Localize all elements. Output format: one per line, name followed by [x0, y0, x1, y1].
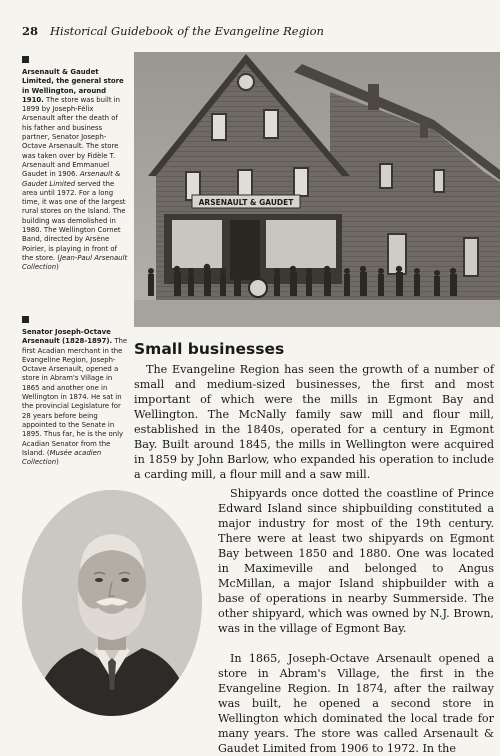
caption-company-name: Arsenault & Gaudet Limited: [22, 170, 121, 188]
caption-close: ): [56, 458, 59, 467]
caption-credit: Jean-Paul Arsenault Collection: [22, 253, 128, 272]
senator-portrait-caption: [22, 316, 128, 467]
body-paragraph-shipyards: Shipyards once dotted the coastline of Prince Edward Island since shipbuilding constituted a major industry for most of the 19th century. There were at least two shipyards on Egmont Bay between 1850 and 1880. One was located in Maximeville and belonged to Angus McMillan, a major Island shipbuilder with a base of operations in nearby Summerside. The other shipyard, which was owned by N.J. Brown, was in the village of Egmont Bay.: [218, 487, 494, 636]
caption-bullet-icon: [22, 316, 29, 323]
store-photo-caption: [22, 56, 128, 273]
general-store-illustration: [134, 52, 500, 327]
section-heading: Small businesses: [134, 340, 285, 358]
caption-close: ): [56, 263, 59, 272]
caption-text: The store was built in 1899 by Joseph-Félix Arsenault after the death of his father and business partner, Senator Joseph-Octave Arsenault. The store was taken over by Fidèle T. Arsenault and Emmanuel Gaudet in 1906.: [22, 95, 120, 179]
caption-text: served the area until 1972. For a long time, it was one of the largest rural stores on the Island. The building was demolished in 1980. The Wellington Cornet Band, directed by Arsène Poirier, is playing in front of the store. (: [22, 179, 126, 262]
general-store-photo: [134, 52, 500, 327]
senator-portrait-photo: [22, 490, 202, 716]
caption-bullet-icon: [22, 56, 29, 63]
caption-text: The first Acadian merchant in the Evangeline Region, Joseph-Octave Arsenault, opened a store in Abram's Village in 1865 and another one in Wellington in 1874. He sat in the provincial Legislature for 28 years before being appointed to the Senate in 1895. Thus far, he is the only Acadian Senator from the Island. (: [22, 337, 128, 457]
book-title: Historical Guidebook of the Evangeline Region: [50, 24, 324, 38]
caption-title: Arsenault & Gaudet Limited, the general store in Wellington, around 1910.: [22, 68, 124, 104]
senator-portrait-illustration: [22, 490, 202, 716]
body-paragraph-stores: In 1865, Joseph-Octave Arsenault opened a store in Abram's Village, the first in the Evangeline Region. In 1874, after the railway was built, he opened a second store in Wellington which dominated the local trade for many years. The store was called Arsenault & Gaudet Limited from 1906 to 1972. In the: [218, 652, 494, 756]
page-header: [22, 24, 324, 38]
caption-credit: Musée acadien Collection: [22, 448, 102, 467]
page-number: 28: [22, 24, 39, 38]
body-paragraph-mills: The Evangeline Region has seen the growth of a number of small and medium-sized businesses, the first and most important of which were the mills in Egmont Bay and Wellington. The McNally family saw mill and flour mill, established in the 1840s, operated for a century in Egmont Bay. Built around 1845, the mills in Wellington were acquired in 1859 by John Barlow, who expanded his operation to include a carding mill, a flour mill and a saw mill.: [134, 363, 494, 482]
store-sign-text: ARSENAULT & GAUDET: [198, 198, 294, 207]
caption-title: Senator Joseph-Octave Arsenault (1828-1897).: [22, 328, 113, 346]
